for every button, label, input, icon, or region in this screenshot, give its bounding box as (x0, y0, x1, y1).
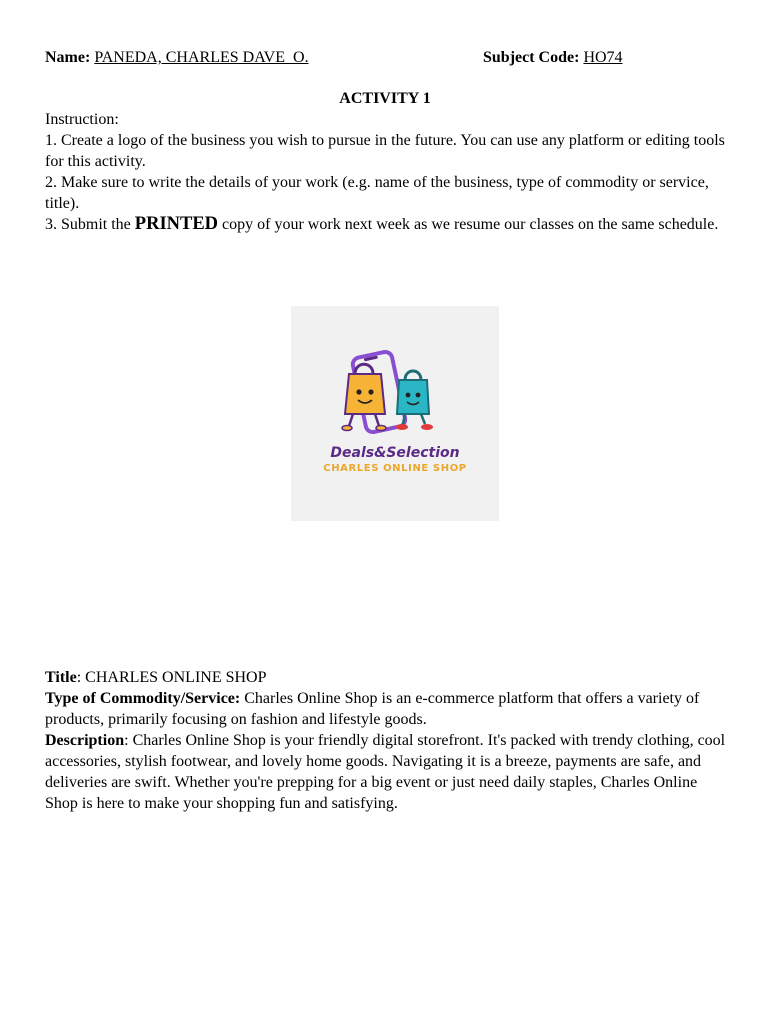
type-value: Charles Online Shop is an e-commerce platform that offers a variety of products, primarily focusing on fashion and lifestyle goods. (45, 690, 700, 728)
name-value: PANEDA, CHARLES DAVE O. (94, 49, 309, 66)
title-value: CHARLES ONLINE SHOP (85, 669, 267, 686)
instruction-heading: Instruction: (45, 111, 119, 128)
instruction-item-3 (45, 214, 725, 235)
instruction-item-3-emphasis: PRINTED (134, 214, 219, 234)
logo-line-1: Deals&Selection (330, 445, 460, 461)
name-field (45, 47, 309, 68)
subject-code-value: HO74 (583, 49, 623, 66)
header-row (45, 47, 725, 68)
type-line (45, 688, 729, 730)
description-line: Description: Charles Online Shop is your friendly digital storefront. It's packed with trendy clothing, cool accessories, stylish footwear, and lovely home goods. Navigating it is a breeze, payments are safe, and deliveries are swift. Whether you're prepping for a big event or just need daily staples, Charles Online Shop is here to make your shopping fun and satisfying. (45, 732, 726, 812)
instruction-item-2: 2. Make sure to write the details of your work (e.g. name of the business, type of commodity or service, title). (45, 174, 709, 212)
instruction-item-3-after: copy of your work next week as we resume our classes on the same schedule. (222, 216, 719, 233)
document-page (45, 47, 725, 235)
activity-title: ACTIVITY 1 (339, 90, 431, 107)
title-line: Title: CHARLES ONLINE SHOP (45, 669, 267, 686)
description-label: Description (45, 732, 125, 749)
instruction-item-3-before: 3. Submit the (45, 216, 131, 233)
business-logo (291, 306, 499, 521)
instruction-item-1: 1. Create a logo of the business you wish to pursue in the future. You can use any platform or editing tools for this activity. (45, 132, 725, 170)
title-label: Title (45, 669, 77, 686)
subject-code-label: Subject Code: (483, 49, 580, 66)
business-details (45, 667, 729, 814)
type-label: Type of Commodity/Service: (45, 690, 241, 707)
subject-code-field (483, 47, 623, 68)
logo-line-2: CHARLES ONLINE SHOP (323, 463, 467, 474)
teal-shopping-bag-icon (396, 371, 433, 430)
instructions (45, 109, 725, 235)
logo-graphic (291, 306, 499, 521)
name-label: Name: (45, 49, 91, 66)
description-value: Charles Online Shop is your friendly digital storefront. It's packed with trendy clothing, cool accessories, stylish footwear, and lovely home goods. Navigating it is a breeze, payments are safe, and deliveries are swift. Whether you're prepping for a big event or just need daily staples, Charles Online Shop is here to make your shopping fun and satisfying. (45, 732, 726, 812)
